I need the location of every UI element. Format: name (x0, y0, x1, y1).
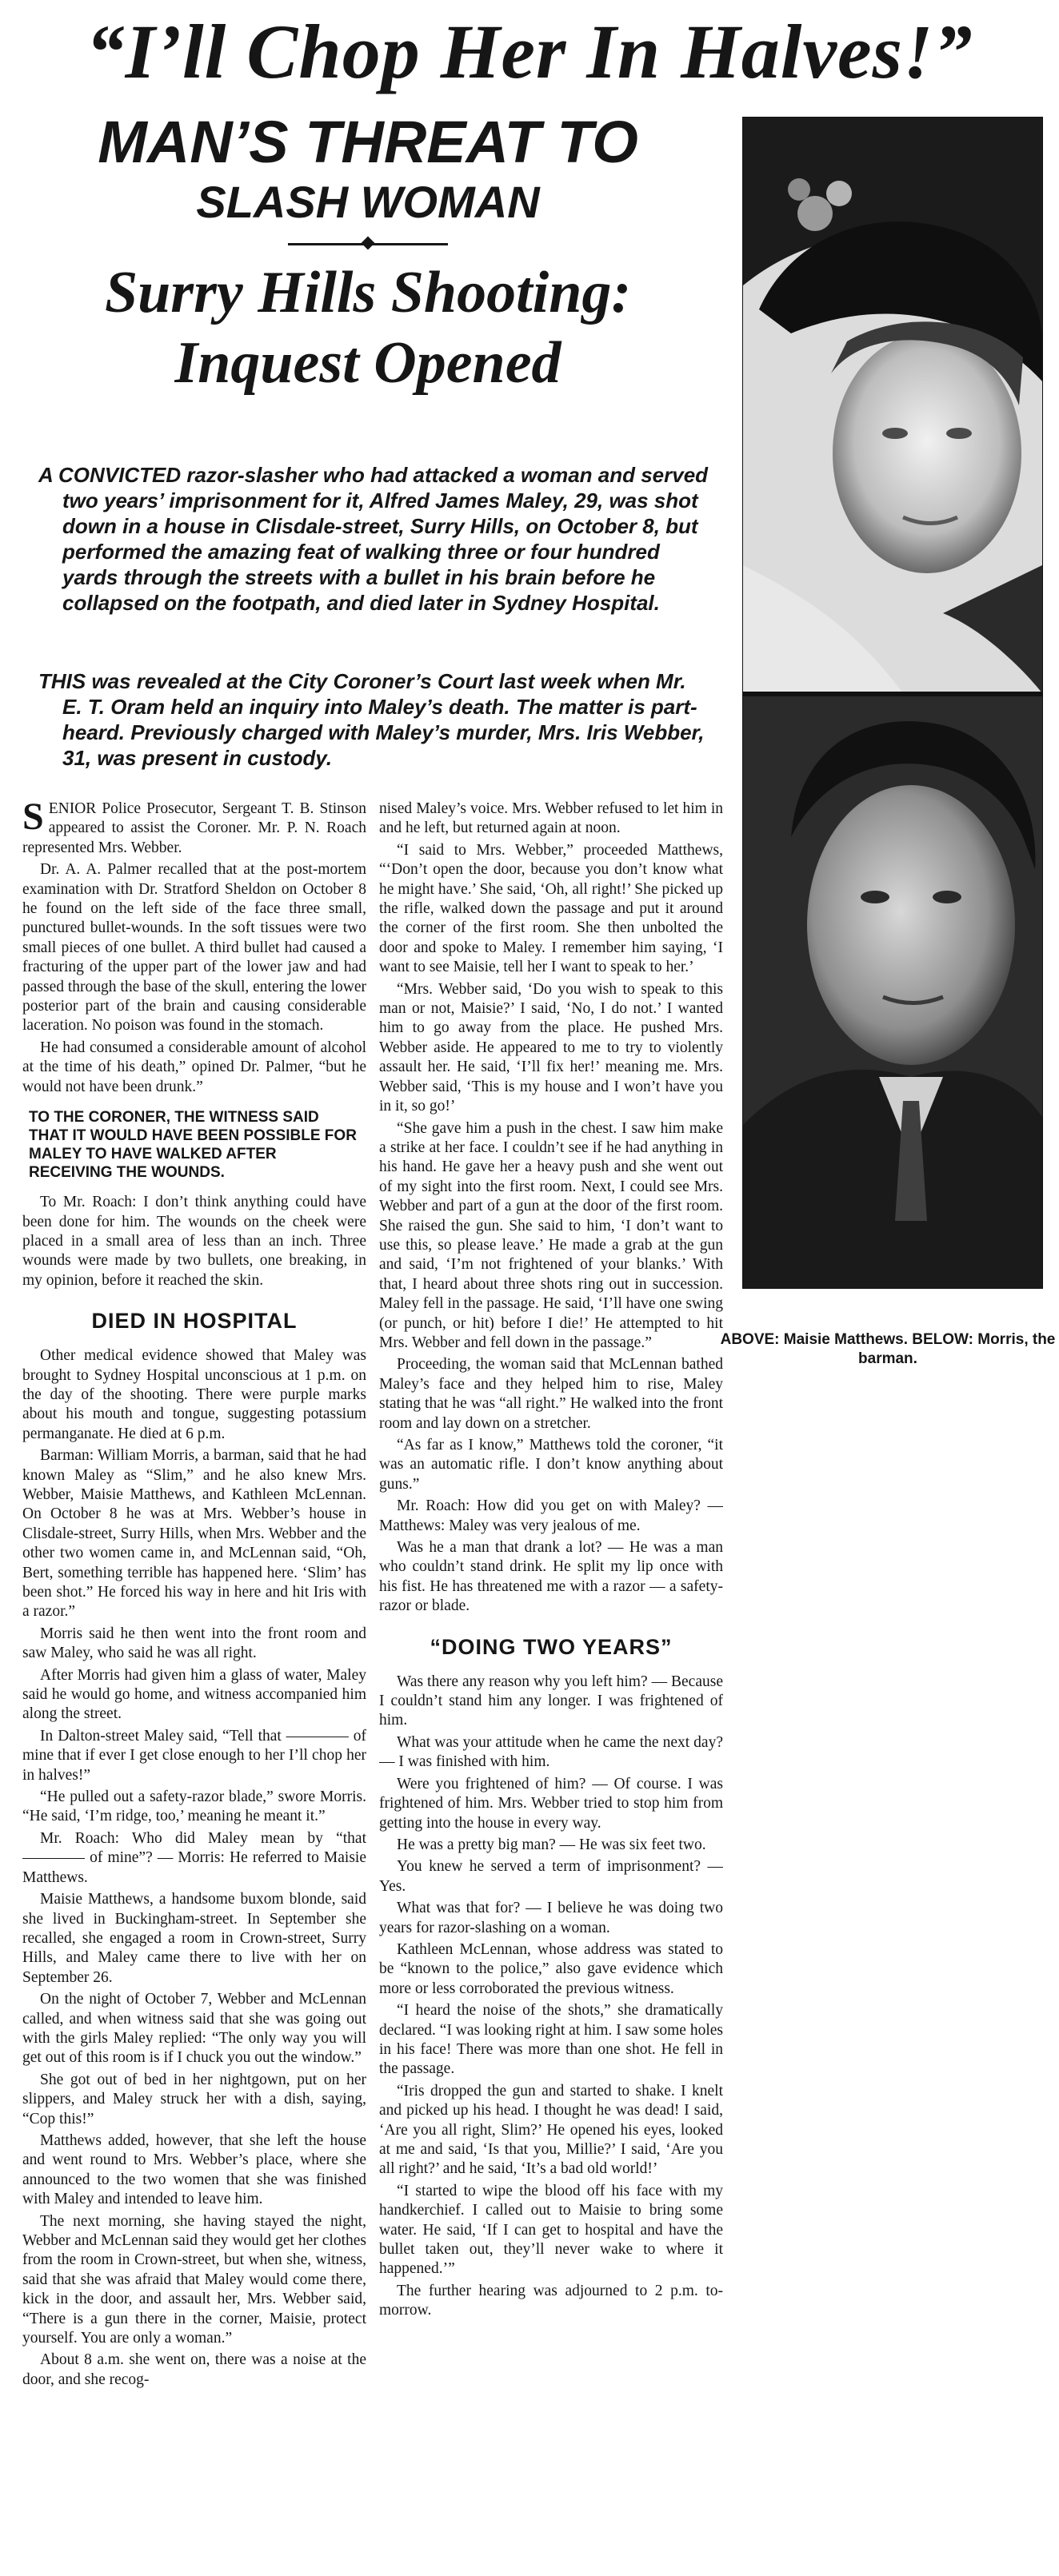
paragraph: Barman: William Morris, a barman, said that he had known Maley as “Slim,” and he also knew Mrs. Webber, Maisie Matthews, and Kathleen McLennan. On October 8 he was at Mrs. Webber’s house in Clisdale-street, Surry Hills, when Mrs. Webber and the other two women came in, and McLennan said, “Oh, Bert, something terrible has happened here. ‘Slim’ has been shot.” He forced his way in here and hit Iris with a razor.” (22, 1447, 366, 1621)
paragraph: Mr. Roach: Who did Maley mean by “that ———— of mine”? — Morris: He referred to Maisie Matthews. (22, 1829, 366, 1886)
paragraph: Matthews added, however, that she left the house and went round to Mrs. Webber’s place, where she announced to the two women that she was finished with Maley and intended to leave him. (22, 2131, 366, 2208)
paragraph: Mr. Roach: How did you get on with Maley? — Matthews: Maley was very jealous of me. (379, 1497, 723, 1534)
paragraph: The next morning, she having stayed the night, Webber and McLennan said they would get her clothes from the room in Crown-street, but when she, witness, said that she was afraid that Maley would come there, kick in the door, and assault her, Mrs. Webber said, “There is a gun there in the corner, Maisie, protect yourself. You are only a woman.” (22, 2212, 366, 2347)
paragraph: Maisie Matthews, a handsome buxom blonde, said she lived in Buckingham-street. In September she recalled, she engaged a room in Crown-street, Surry Hills, and Maley came there to live with her on September 26. (22, 1891, 366, 1986)
section-heading: “DOING TWO YEARS” (430, 1634, 673, 1659)
paragraph: “Iris dropped the gun and started to shake. I knelt and picked up his head. I thought he was dead! I said, ‘Are you all right, Slim?’ He opened his eyes, looked at me and said, ‘Is that you, Millie?’ I said, ‘Are you all right?’ and he said, ‘It’s a bad old world!’ (379, 2082, 723, 2178)
paragraph: Dr. A. A. Palmer recalled that at the post-mortem examination with Dr. Stratford Sheldon on October 8 he found on the left side of the face three small, punctured bullet-wounds. In the soft tissues were two small pieces of one bullet. A third bullet had caused a fracturing of the upper part of the lower jaw and had passed through the base of the skull, entering the lower posterior part of the brain and causing considerable laceration. No poison was found in the stomach. (22, 861, 366, 1035)
paragraph: What was your attitude when he came the next day? — I was finished with him. (379, 1733, 723, 1771)
drop-cap: S (22, 800, 44, 838)
paragraph: Was there any reason why you left him? — Because I couldn’t stand him any longer. I was frightened of him. (379, 1673, 723, 1729)
photo-maisie-matthews-and-morris (742, 117, 1043, 1289)
paragraph: “I heard the noise of the shots,” she dramatically declared. “I was looking right at him. I saw some holes in his face! There was more than one shot. He fell in the passage. (379, 2002, 723, 2078)
paragraph: She got out of bed in her nightgown, put on her slippers, and Maley struck her with a dish, saying, “Cop this!” (22, 2071, 366, 2127)
deck-line-3: Surry Hills Shooting: (104, 260, 631, 325)
subheading: TO THE CORONER, THE WITNESS SAID THAT IT WOULD HAVE BEEN POSSIBLE FOR MALEY TO HAVE WALKED AFTER RECEIVING THE WOUNDS. (29, 1109, 357, 1182)
paragraph: In Dalton-street Maley said, “Tell that ———— of mine that if ever I get close enough to her I’ll chop her in halves!” (22, 1727, 366, 1784)
paragraph: He was a pretty big man? — He was six feet two. (397, 1836, 706, 1853)
paragraph: “She gave him a push in the chest. I saw him make a strike at her face. I couldn’t see if he had anything in his hand. He gave her a heavy push and she went out of my sight into the first room. Next, I could see Mrs. Webber and part of a gun at the door of the first room. She raised the gun. She said to him, ‘I don’t want to use this, so please leave.’ He made a grab at the gun and said, ‘I’m not frightened of your blanks.’ With that, I heard about three shots ring out in succession. Maley fell in the passage. He said, ‘I’ll have one swing (or punch, or hit) before I die!’ He attempted to hit Mrs. Webber and fell down in the passage.” (379, 1119, 723, 1351)
ornament-divider (288, 238, 448, 249)
photo-caption: ABOVE: Maisie Matthews. BELOW: Morris, the barman. (720, 1331, 1056, 1367)
paragraph: “He pulled out a safety-razor blade,” swore Morris. “He said, ‘I’m ridge, too,’ meaning he meant it.” (22, 1788, 366, 1825)
section-heading: DIED IN HOSPITAL (91, 1309, 298, 1334)
paragraph: Other medical evidence showed that Maley was brought to Sydney Hospital unconscious at 1 p.m. on the day of the shooting. There were purple marks about his mouth and tongue, suggesting potassium permanganate. He died at 6 p.m. (22, 1347, 366, 1442)
paragraph: “I started to wipe the blood off his face with my handkerchief. I called out to Maisie to bring some water. He said, ‘If I can get to hospital and have the bullet taken out, they’ll never wake to where it happened.’” (379, 2182, 723, 2278)
paragraph: “Mrs. Webber said, ‘Do you wish to speak to this man or not, Maisie?’ I said, ‘No, I do not.’ I wanted him to go away from the place. He pushed Mrs. Webber aside. He appeared to me to try to violently assault her. He said, ‘I’ll fix her!’ meaning me. Mrs. Webber said, ‘This is my house and I won’t have you in it, so go!’ (379, 980, 723, 1115)
paragraph: After Morris had given him a glass of water, Maley said he would go home, and witness accompanied him along the street. (22, 1666, 366, 1723)
deck-line-4: Inquest Opened (174, 330, 561, 396)
headline-deck (32, 109, 704, 398)
paragraph: Morris said he then went into the front room and saw Maley, who said he was all right. (22, 1625, 366, 1662)
paragraph: Kathleen McLennan, whose address was stated to be “known to the police,” also gave evidence which more or less corroborated the previous witness. (379, 1940, 723, 1997)
paragraph: nised Maley’s voice. Mrs. Webber refused to let him in and he left, but returned again at noon. (379, 800, 723, 837)
paragraph: You knew he served a term of imprisonment? — Yes. (379, 1858, 723, 1895)
paragraph: About 8 a.m. she went on, there was a noise at the door, and she recog- (22, 2351, 366, 2388)
paragraph: “I said to Mrs. Webber,” proceeded Matthews, “‘Don’t open the door, because you don’t know what he might have.’ She said, ‘Oh, all right!’ She picked up the rifle, walked down the passage and put it around the corner of the first room. She then unbolted the door and spoke to Maley. I remember him saying, ‘I want to see Maisie, tell her I want to speak to her.’ (379, 841, 723, 976)
paragraph: What was that for? — I believe he was doing two years for razor-slashing on a woman. (379, 1900, 723, 1936)
paragraph: Were you frightened of him? — Of course. I was frightened of him. Mrs. Webber tried to stop him from getting into the house in every way. (379, 1775, 723, 1832)
main-headline: “I’ll Chop Her In Halves!” (86, 9, 973, 94)
lead-paragraph-1: A CONVICTED razor-slasher who had attacked a woman and served two years’ imprisonment for it, Alfred James Maley, 29, was shot down in a house in Clisdale-street, Surry Hills, on October 8, but performed the amazing feat of walking three or four hundred yards through the streets with a bullet in his brain before he collapsed on the footpath, and died later in Sydney Hospital. (38, 463, 709, 615)
paragraph: On the night of October 7, Webber and McLennan called, and when witness said that she was going out with the girls Maley replied: “The only way you will get out of this room is if I chuck you out the window.” (22, 1991, 366, 2067)
lead-paragraph-2: THIS was revealed at the City Coroner’s Court last week when Mr. E. T. Oram held an inquiry into Maley’s death. The matter is part-heard. Previously charged with Maley’s murder, Mrs. Iris Webber, 31, was present in custody. (38, 669, 705, 770)
article-column-2 (379, 800, 723, 2558)
paragraph: To Mr. Roach: I don’t think anything could have been done for him. The wounds on the cheek were placed in a small area of less than an inch. Three wounds were made by two bullets, one breaking, in my opinion, before it reached the skin. (22, 1194, 366, 1289)
article-column-1 (22, 800, 366, 2558)
deck-line-1: MAN’S THREAT TO (98, 109, 638, 175)
paragraph: “As far as I know,” Matthews told the coroner, “it was an automatic rifle. I don’t know anything about guns.” (379, 1437, 723, 1493)
paragraph: Was he a man that drank a lot? — He was a man who couldn’t stand drink. He split my lip once with his fist. He has threatened me with a razor — a safety-razor or blade. (379, 1539, 723, 1615)
paragraph: The further hearing was adjourned to 2 p.m. to-morrow. (379, 2282, 723, 2319)
deck-line-2: SLASH WOMAN (196, 177, 540, 227)
paragraph: SENIOR Police Prosecutor, Sergeant T. B. Stinson appeared to assist the Coroner. Mr. P. N. Roach represented Mrs. Webber. (22, 800, 366, 856)
paragraph: Proceeding, the woman said that McLennan bathed Maley’s face and they helped him to rise, Maley stating that he was “all right.” He walked into the front room and lay down on a stretcher. (379, 1356, 723, 1432)
paragraph: He had consumed a considerable amount of alcohol at the time of his death,” opined Dr. Palmer, “but he would not have been drunk.” (22, 1039, 366, 1095)
